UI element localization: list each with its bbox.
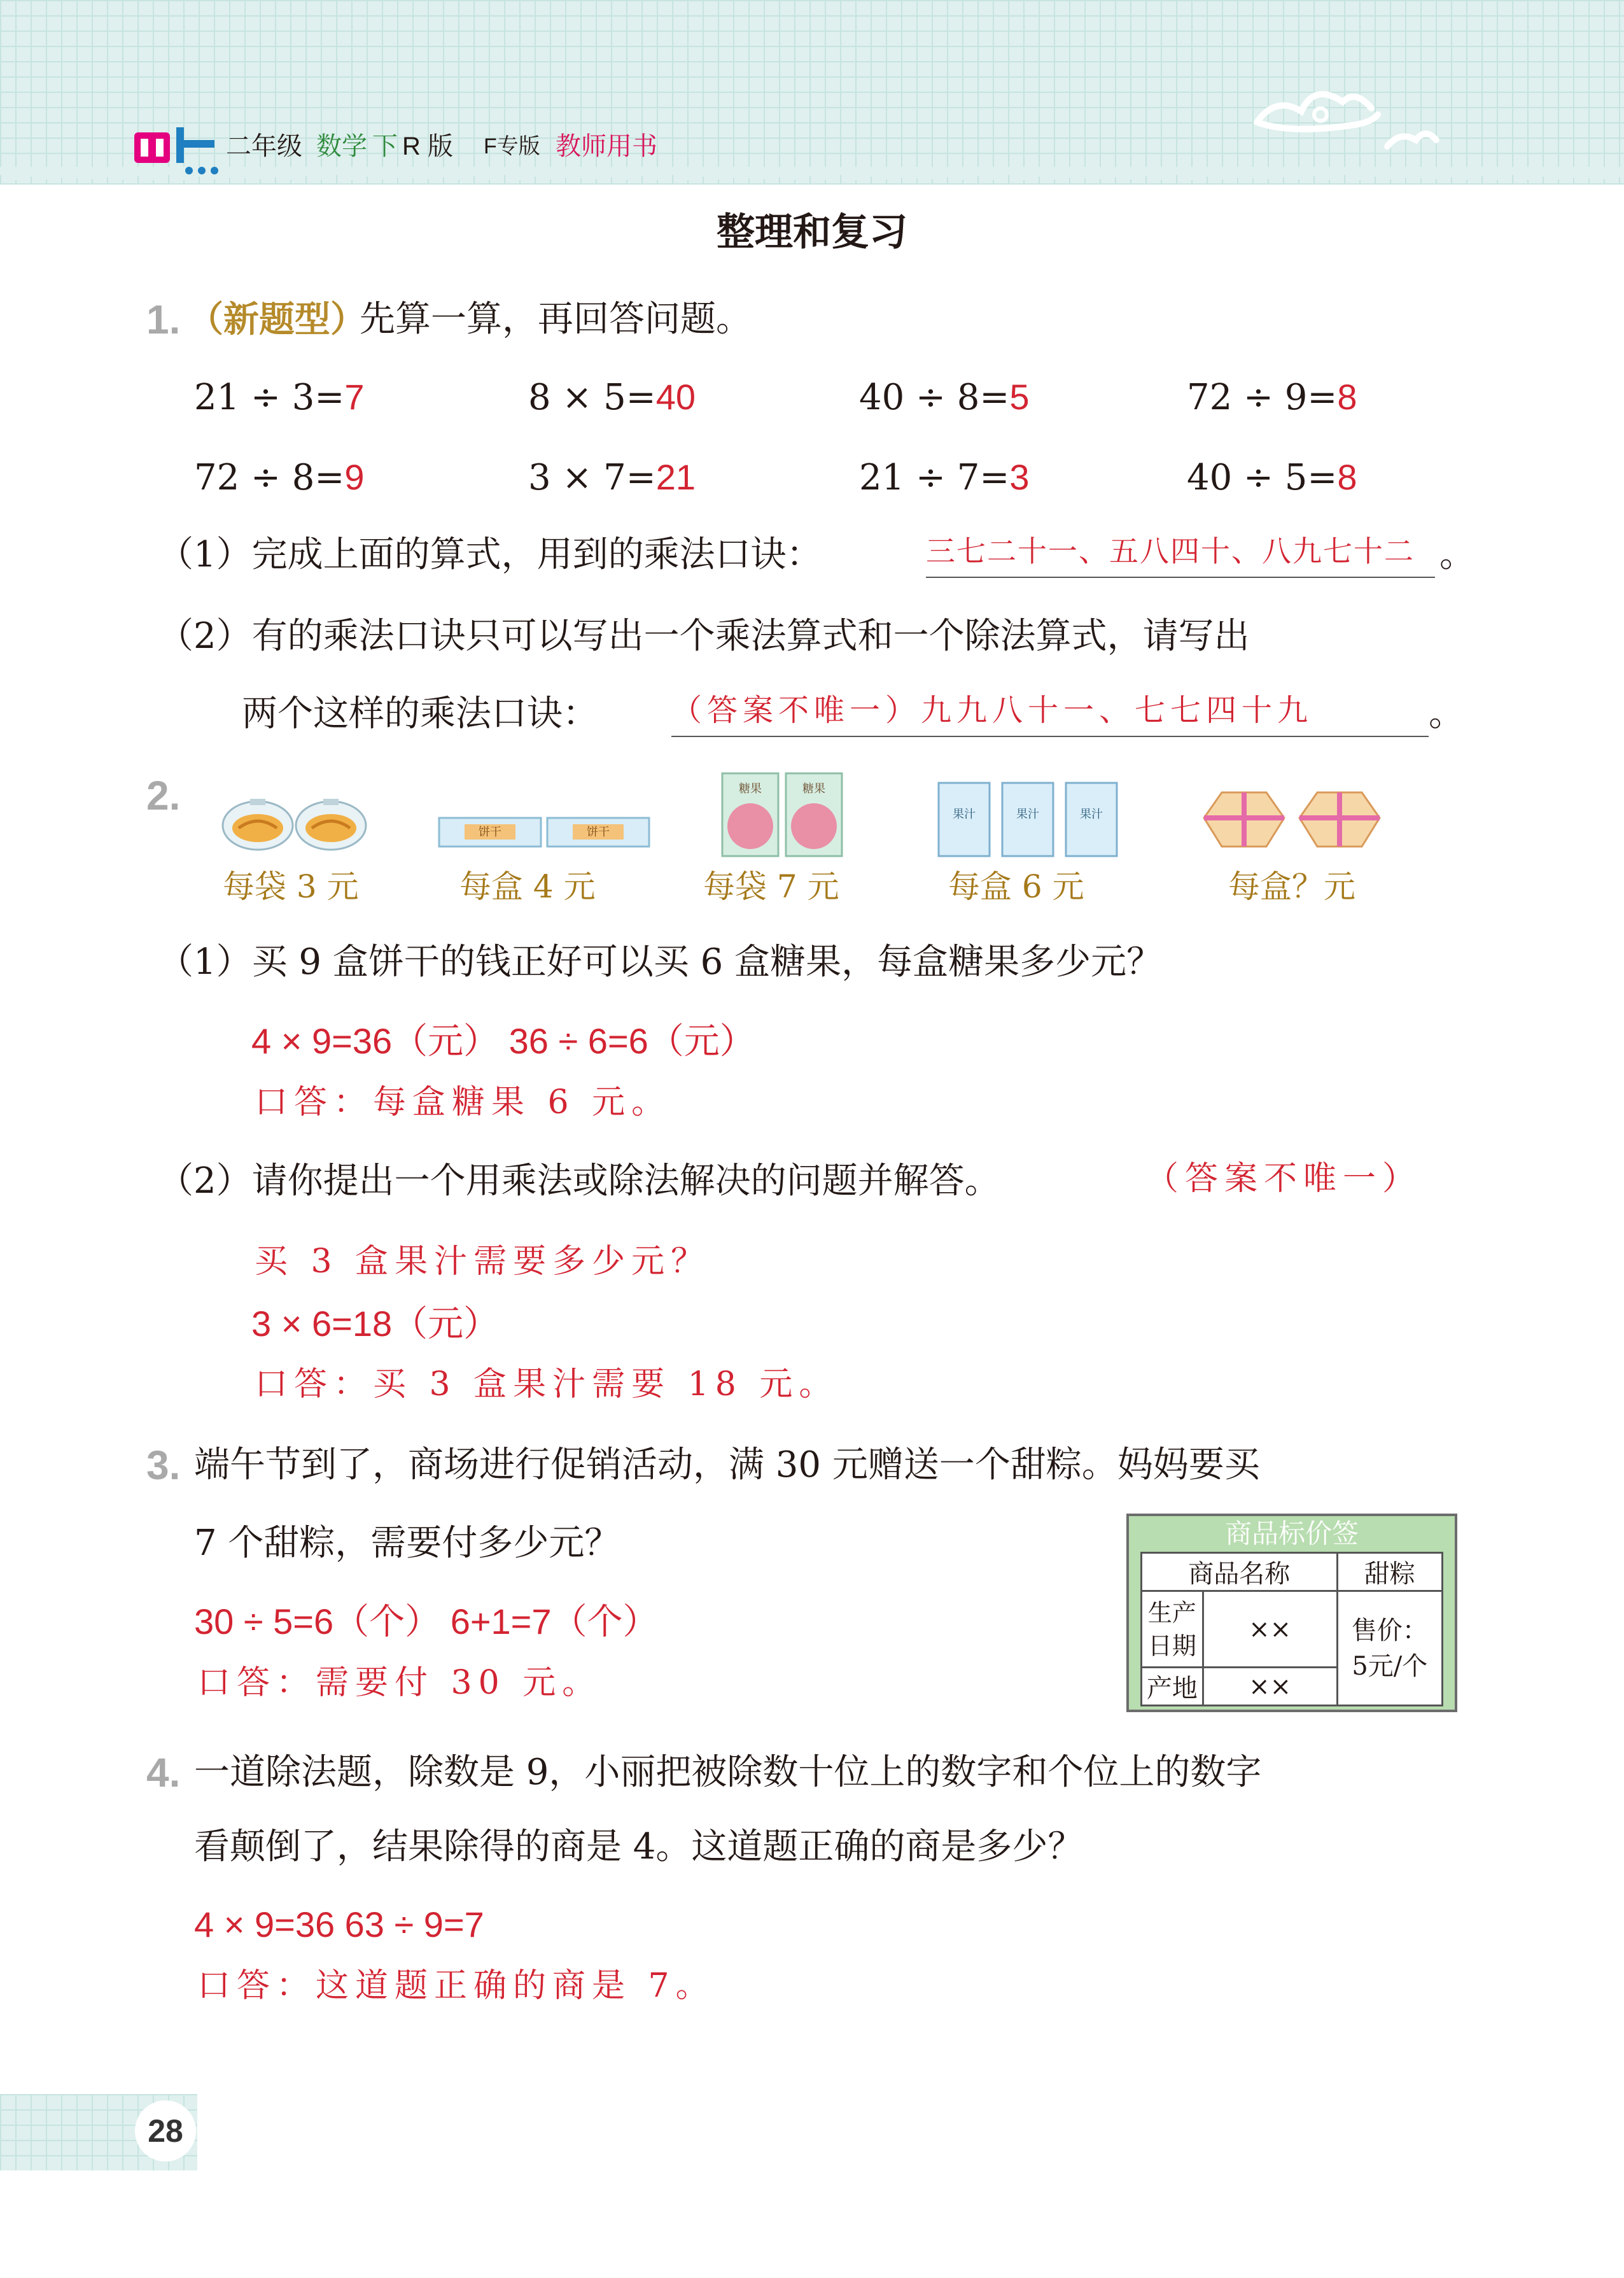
header-wave-edge	[0, 167, 1624, 192]
price-tag-table	[1140, 1552, 1443, 1706]
tag-name-value: 甜粽	[1337, 1553, 1442, 1591]
q3-calc: 30 ÷ 5=6（个） 6+1=7（个）	[194, 1601, 659, 1642]
header-subject: 数学	[316, 132, 367, 160]
page-number: 28	[135, 2100, 196, 2162]
q2-sub1: （1）买 9 盒饼干的钱正好可以买 6 盒糖果，每盒糖果多少元？	[158, 941, 1163, 983]
q1-equation: 21 ÷ 3=7	[194, 377, 365, 418]
q1-sub1-answer: 三七二十一、五八四十、八九七十二	[926, 526, 1435, 578]
tag-date-value: ××	[1203, 1591, 1337, 1668]
q3-line2: 7 个甜粽，需要付多少元？	[194, 1522, 620, 1564]
header-grade: 二年级	[226, 132, 302, 160]
tag-date-label: 生产日期	[1142, 1591, 1203, 1668]
q1-tag: （新题型）	[188, 299, 366, 341]
q4-line2: 看颠倒了，结果除得的商是 4。这道题正确的商是多少？	[194, 1826, 1084, 1867]
q2-sub1-calc: 4 × 9=36（元） 36 ÷ 6=6（元）	[251, 1021, 755, 1061]
q2-sub2-answer: 口答：买 3 盒果汁需要 18 元。	[255, 1365, 839, 1403]
cloud-icon	[1250, 76, 1441, 159]
tag-price-value: 5元/个	[1352, 1651, 1428, 1681]
q1-sub1-label: （1）完成上面的算式，用到的乘法口诀：	[158, 534, 822, 575]
q1-equation: 8 × 5=40	[528, 377, 696, 418]
q2-sub2-calc: 3 × 6=18（元）	[251, 1304, 500, 1344]
q1-sub2-answer: （答案不唯一）九九八十一、七七四十九	[671, 685, 1429, 737]
q3-answer: 口答：需要付 30 元。	[197, 1664, 602, 1702]
q1-sub2-line1: （2）有的乘法口诀只可以写出一个乘法算式和一个除法算式，请写出	[158, 615, 1250, 657]
juice-label: 果汁	[1080, 808, 1103, 821]
q1-equation: 72 ÷ 9=8	[1187, 377, 1357, 418]
header-edition: R 版	[402, 132, 453, 160]
q3-line1: 端午节到了，商场进行促销活动，满 30 元赠送一个甜粽。妈妈要买	[194, 1444, 1260, 1486]
biscuit-label: 饼干	[479, 826, 501, 839]
price-tag-title: 商品标价签	[1224, 1518, 1359, 1549]
q1-number: 1.	[146, 297, 181, 342]
q2-sub2: （2）请你提出一个用乘法或除法解决的问题并解答。	[158, 1160, 1000, 1202]
q1-period: 。	[1439, 534, 1475, 575]
header-book: 教师用书	[556, 132, 657, 160]
q1-equation: 40 ÷ 5=8	[1187, 457, 1357, 498]
candy-label: 糖果	[802, 782, 825, 796]
q1-period: 。	[1429, 693, 1464, 735]
q4-number: 4.	[146, 1750, 181, 1796]
juice-label: 果汁	[1016, 808, 1039, 821]
price-label: 每袋 7 元	[703, 868, 839, 905]
biscuit-box-icon	[436, 808, 652, 853]
gift-box-icon	[1203, 780, 1381, 859]
q1-equation: 40 ÷ 8=5	[859, 377, 1030, 418]
tag-origin-value: ××	[1203, 1668, 1337, 1706]
q1-prompt: 先算一算，再回答问题。	[360, 299, 752, 340]
tag-price-label: 售价：	[1351, 1615, 1428, 1645]
publisher-logo	[130, 121, 226, 178]
q1-equation: 3 × 7=21	[528, 457, 696, 498]
q3-number: 3.	[146, 1442, 181, 1488]
juice-label: 果汁	[953, 808, 976, 821]
q2-number: 2.	[146, 773, 181, 819]
tag-origin-label: 产地	[1142, 1668, 1203, 1706]
q1-sub2-line2: 两个这样的乘法口诀：	[242, 693, 598, 735]
q4-line1: 一道除法题，除数是 9，小丽把被除数十位上的数字和个位上的数字	[194, 1752, 1262, 1793]
header-special: F专版	[484, 134, 540, 158]
q2-sub2-note: （答案不唯一）	[1145, 1160, 1422, 1198]
price-tag	[1126, 1514, 1457, 1712]
biscuit-label: 饼干	[587, 826, 610, 839]
tag-price	[1337, 1591, 1442, 1706]
dumpling-bag-icon	[220, 786, 372, 856]
header-term: 下	[372, 132, 398, 160]
q1-equation: 72 ÷ 8=9	[194, 457, 365, 498]
tag-name-label: 商品名称	[1142, 1553, 1338, 1591]
juice-box-icon	[935, 777, 1126, 859]
q1-equation: 21 ÷ 7=3	[859, 457, 1030, 498]
q2-sub2-question: 买 3 盒果汁需要多少元？	[255, 1242, 711, 1281]
page-title: 整理和复习	[717, 210, 907, 255]
price-label: 每盒 6 元	[948, 868, 1084, 905]
candy-bag-icon	[719, 770, 846, 859]
price-label: 每盒 4 元	[459, 868, 596, 905]
price-label: 每盒？元	[1228, 868, 1355, 905]
q4-calc: 4 × 9=36 63 ÷ 9=7	[194, 1904, 484, 1944]
price-label: 每袋 3 元	[223, 868, 359, 905]
candy-label: 糖果	[739, 782, 762, 796]
q4-answer: 口答：这道题正确的商是 7。	[197, 1967, 715, 2005]
q2-sub1-answer: 口答：每盒糖果 6 元。	[255, 1083, 671, 1121]
